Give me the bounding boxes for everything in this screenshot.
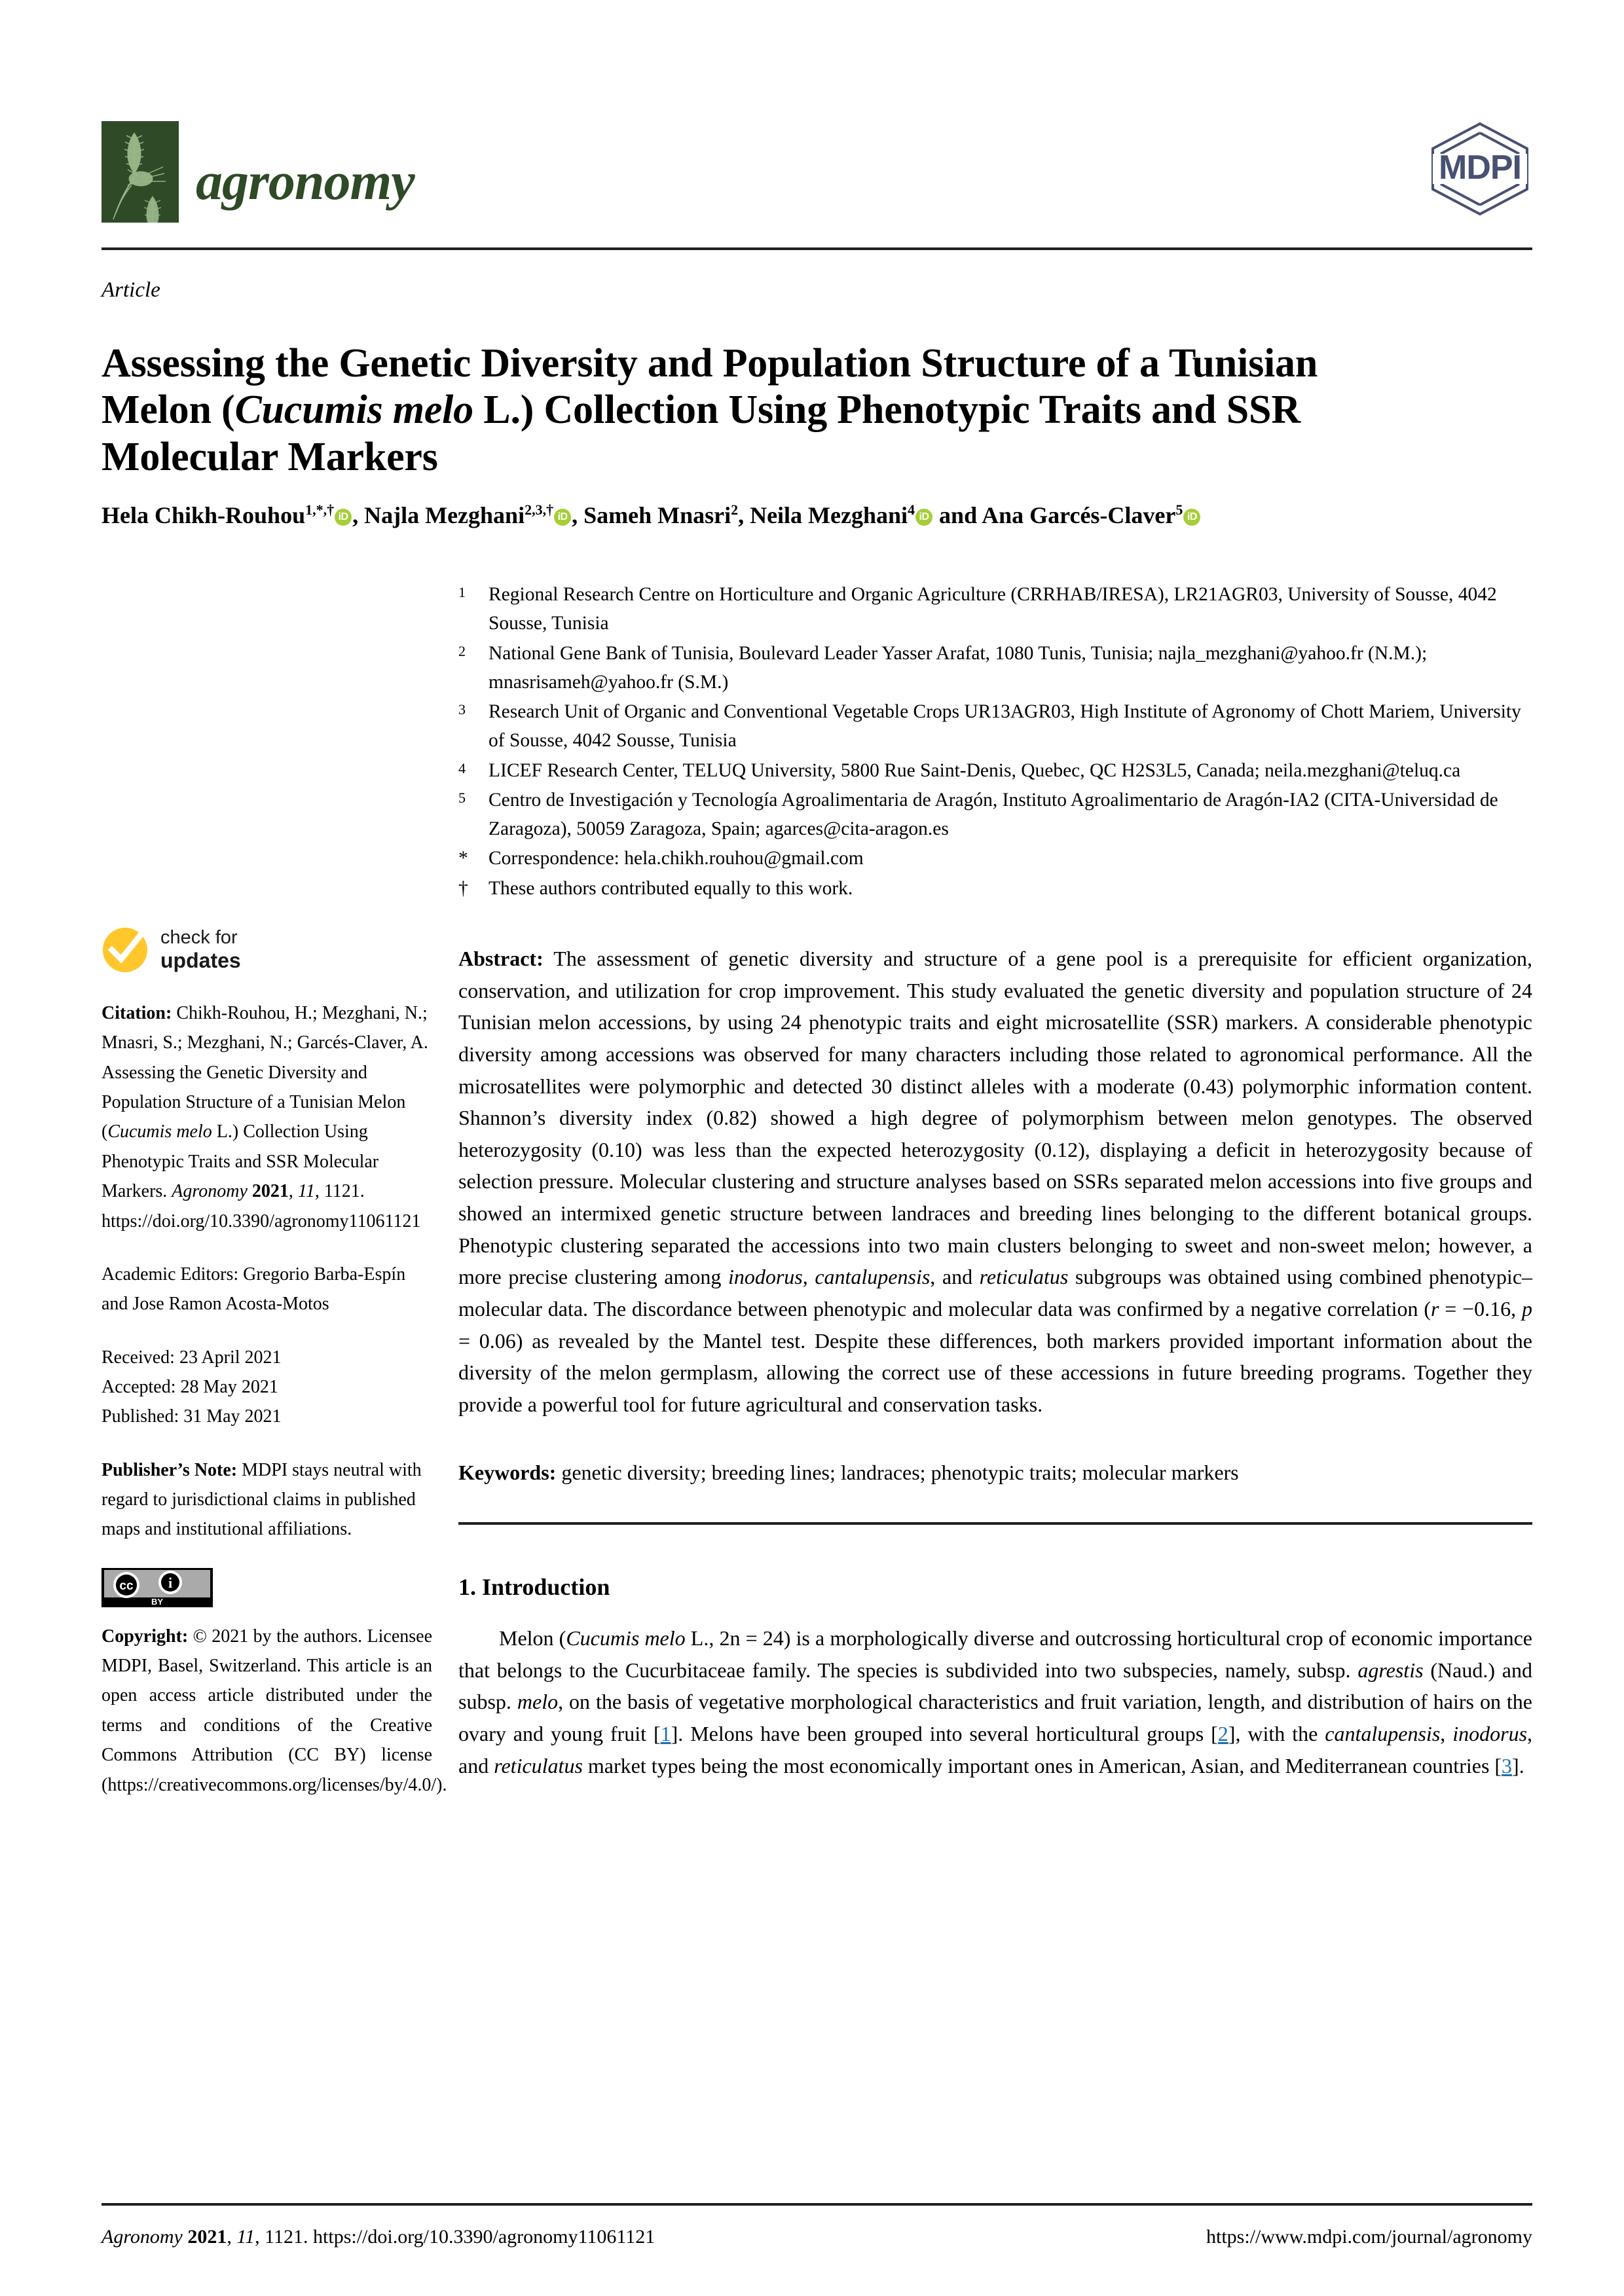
author-affiliation-marker: 5 [1175,501,1183,518]
intro-subsp-melo: melo [517,1690,559,1714]
published-date: Published: 31 May 2021 [101,1406,282,1427]
keywords-text: genetic diversity; breeding lines; landraces; phenotypic traits; molecular markers [556,1461,1239,1485]
author-separator: and [933,502,982,528]
author-name: Hela Chikh-Rouhou [101,502,306,528]
abstract-text-3: , and [930,1265,980,1289]
author-separator: , [572,502,584,528]
check-for-updates-badge[interactable] [101,926,432,974]
journal-logo [101,121,415,223]
title-line-3: Traits and SSR Molecular Markers [101,388,1301,480]
copyright-text: © 2021 by the authors. Licensee MDPI, Basel, Switzerland. This article is an open access article distributed under the terms and conditions of the Creative Commons Attribution (CC BY) license (https://creativecommons.org/licenses/by/4.0/). [101,1626,447,1795]
svg-text:i: i [168,1574,173,1591]
reference-link-1[interactable]: 1 [660,1721,671,1745]
author-entry [982,502,1201,528]
received-date: Received: 23 April 2021 [101,1347,282,1368]
abstract-taxon-cantalupensis: cantalupensis [815,1265,931,1289]
affiliation-text: Regional Research Centre on Horticulture and Organic Agriculture (CRRHAB/IRESA), LR21AGR03, University of Sousse, 4042 Sousse, Tunisia [489,584,1497,634]
article-dates [101,1343,432,1432]
author-name: Najla Mezghani [364,502,525,528]
orcid-icon[interactable]: iD [554,509,571,526]
affiliation-text: Centro de Investigación y Tecnología Agroalimentaria de Aragón, Instituto Agroalimentario de Aragón-IA2 (CITA-Universidad de Zaragoza), 50059 Zaragoza, Spain; agarces@cita-aragon.es [489,789,1498,839]
check-for-updates-line1: check for [160,926,238,948]
abstract-text-2: , [802,1265,815,1289]
intro-group-inodorus: inodorus [1452,1721,1528,1745]
author-affiliation-marker: 4 [908,501,915,518]
affiliation-marker: 3 [458,701,466,718]
cc-by-label: BY [151,1596,164,1607]
intro-text-8: , and [458,1721,1533,1777]
intro-text-9: market types being the most economically important ones in American, Asian, and Mediterranean countries [ [582,1753,1502,1777]
abstract-text-5: = −0.16, [1439,1296,1522,1321]
article-type-label: Article [101,278,160,302]
reference-link-2[interactable]: 2 [1217,1721,1228,1745]
intro-group-reticulatus: reticulatus [494,1753,583,1777]
intro-text-4: , on the basis of vegetative morphological characteristics and fruit variation, length, and distribution of hairs on the ovary and young fruit [ [458,1690,1533,1745]
citation-species: Cucumis melo [107,1121,212,1142]
affiliation-text: Research Unit of Organic and Conventional Vegetable Crops UR13AGR03, High Institute of Agronomy of Chott Mariem, University of Sousse, 4042 Sousse, Tunisia [489,701,1521,752]
footer-journal-name: Agronomy [101,2226,183,2248]
copyright-block [101,1622,447,1800]
citation-doi[interactable]: , 1121. https://doi.org/10.3390/agronomy11061121 [101,1181,421,1231]
author-affiliation-marker: 1,*,† [305,501,335,518]
svg-text:MDPI: MDPI [1439,149,1521,187]
abstract-stat-r: r [1430,1296,1439,1321]
svg-text:cc: cc [119,1578,134,1593]
abstract-text-6: = 0.06) as revealed by the Mantel test. Despite these differences, both markers provided important information about the diversity of the melon germplasm, allowing the correct use of these accessions in future breeding programs. Together they provide a powerful tool for future agricultural and conservation tasks. [458,1328,1532,1416]
author-affiliation-marker: 2,3,† [525,501,554,518]
mdpi-logo-icon [1428,120,1532,218]
author-name: Ana Garcés-Claver [982,502,1176,528]
citation-label: Citation: [101,1003,172,1023]
intro-text-1: Melon ( [499,1626,566,1650]
author-list [101,500,1536,531]
citation-text-part1: Chikh-Rouhou, H.; Mezghani, N.; Mnasri, S.; Mezghani, N.; Garcés-Claver, A. Assessing the Genetic Diversity and Population Structure of a Tunisian Melon ( [101,1003,428,1142]
check-mark-icon [101,926,149,974]
creative-commons-license-icon[interactable] [101,1568,213,1607]
publisher-note [101,1455,432,1544]
intro-text-2: L., 2n = 24) is a morphologically diverse and outcrossing horticultural crop of economic importance that belongs to the Cucurbitaceae family. The species is subdivided into two subspecies, namely, subsp. [458,1626,1533,1682]
author-entry [364,502,583,528]
section-heading-introduction: 1. Introduction [458,1574,610,1601]
intro-text-10: ]. [1512,1753,1524,1777]
page-title [101,340,1431,482]
abstract-block [458,943,1532,1420]
citation-journal: Agronomy [172,1181,248,1202]
title-species-name: Cucumis melo [234,388,473,433]
correspondence-item [458,844,1532,873]
orcid-icon[interactable]: iD [335,509,352,526]
equal-contribution-text: These authors contributed equally to this work. [489,877,853,899]
affiliation-item [458,756,1532,785]
keywords-label: Keywords: [458,1461,557,1485]
citation-comma: , [288,1181,298,1202]
author-name: Neila Mezghani [750,502,908,528]
abstract-divider [458,1522,1532,1525]
intro-text-7: , [1440,1721,1453,1745]
main-column [458,943,1532,1802]
affiliation-text: LICEF Research Center, TELUQ University, 5800 Rue Saint-Denis, Quebec, QC H2S3L5, Canada; neila.mezghani@teluq.ca [489,759,1461,781]
citation-space [248,1181,252,1201]
wheat-logo-icon [101,121,179,223]
author-affiliation-marker: 2 [731,501,739,518]
author-name: Sameh Mnasri [583,502,731,528]
citation-year: 2021 [251,1181,289,1202]
intro-text-6: ], with the [1228,1721,1325,1745]
keywords-block [458,1457,1532,1488]
affiliation-marker: 4 [458,759,466,776]
page-footer [101,2226,1532,2248]
author-entry [750,502,982,528]
journal-title: agronomy [196,151,415,211]
affiliation-item [458,786,1532,844]
footer-citation: Agronomy 2021, 11, 1121. https://doi.org/10.3390/agronomy11061121 [101,2226,655,2248]
affiliation-list [458,580,1532,903]
intro-text-5: ]. Melons have been grouped into several horticultural groups [ [671,1721,1218,1745]
check-for-updates-label [160,927,241,974]
footer-volume: 11 [236,2226,255,2248]
abstract-label: Abstract: [458,947,544,970]
affiliation-text: National Gene Bank of Tunisia, Boulevard Leader Yasser Arafat, 1080 Tunis, Tunisia; najla_mezghani@yahoo.fr (N.M.); mnasrisameh@yahoo.fr (S.M.) [489,642,1428,693]
affiliation-marker: 2 [458,642,466,659]
intro-subsp-agrestis: agrestis [1357,1658,1424,1682]
copyright-label: Copyright: [101,1626,189,1647]
abstract-taxon-inodorus: inodorus [728,1265,803,1289]
equal-contribution-marker: † [458,877,468,899]
abstract-stat-p: p [1522,1296,1533,1321]
author-entry [101,502,364,528]
abstract-text-4: subgroups was obtained using combined phenotypic–molecular data. The discordance between phenotypic and molecular data was confirmed by a negative correlation ( [458,1265,1533,1321]
intro-group-cantalupensis: cantalupensis [1325,1721,1441,1745]
academic-editors: Academic Editors: Gregorio Barba-Espín and Jose Ramon Acosta-Motos [101,1264,406,1315]
introduction-paragraph [458,1622,1532,1781]
citation-volume: 11 [297,1181,315,1202]
affiliation-item [458,580,1532,638]
title-line-1: Assessing the Genetic Diversity and Population Structure of a [101,340,1160,386]
title-line-2-prefix: Tunisian Melon ( [101,340,1318,433]
footer-year: 2021 [187,2226,227,2248]
author-entry [583,502,750,528]
author-separator: , [738,502,750,528]
correspondence-text: Correspondence: hela.chikh.rouhou@gmail.com [489,848,864,869]
accepted-date: Accepted: 28 May 2021 [101,1376,278,1397]
correspondence-marker: * [458,848,468,869]
citation-block [101,998,432,1236]
equal-contribution-item [458,874,1532,903]
sidebar [101,926,447,1823]
orcid-icon[interactable]: iD [915,509,932,526]
affiliation-marker: 1 [458,584,466,600]
journal-masthead [101,121,1532,242]
header-divider [101,247,1532,250]
author-separator: , [352,502,365,528]
intro-species-name: Cucumis melo [566,1626,686,1650]
abstract-taxon-reticulatus: reticulatus [979,1265,1069,1289]
intro-text-3: (Naud.) and subsp. [458,1658,1533,1714]
publisher-note-text: MDPI stays neutral with regard to jurisdictional claims in published maps and institutional affiliations. [101,1459,422,1540]
citation-text-part2: L.) Collection Using Phenotypic Traits and SSR Molecular Markers. [101,1121,379,1202]
reference-link-3[interactable]: 3 [1502,1753,1513,1777]
footer-divider [101,2203,1532,2206]
title-line-2-suffix: L.) Collection Using Phenotypic [473,388,1030,433]
footer-doi[interactable]: , 1121. https://doi.org/10.3390/agronomy11061121 [255,2226,655,2248]
check-for-updates-line2: updates [160,949,241,973]
orcid-icon[interactable]: iD [1183,509,1200,526]
footer-journal-url[interactable]: https://www.mdpi.com/journal/agronomy [1206,2226,1532,2248]
affiliation-item [458,639,1532,697]
abstract-text-1: The assessment of genetic diversity and structure of a gene pool is a prerequisite for efficient organization, conservation, and utilization for crop improvement. This study evaluated the genetic diversity and population structure of 24 Tunisian melon accessions, by using 24 phenotypic traits and eight microsatellite (SSR) markers. A considerable phenotypic diversity among accessions was observed for many characters including those related to agronomical performance. All the microsatellites were polymorphic and detected 30 distinct alleles with a moderate (0.43) polymorphic information content. Shannon’s diversity index (0.82) showed a high degree of polymorphism between melon genotypes. The observed heterozygosity (0.10) was less than the expected heterozygosity (0.12), displaying a deficit in heterozygosity because of selection pressure. Molecular clustering and structure analyses based on SSRs separated melon accessions into five groups and showed an intermixed genetic structure between landraces and breeding lines belonging to the different botanical groups. Phenotypic clustering separated the accessions into two main clusters belonging to sweet and non-sweet melon; however, a more precise clustering among [458,947,1532,1289]
affiliation-item [458,697,1532,756]
publisher-note-label: Publisher’s Note: [101,1459,238,1480]
affiliation-marker: 5 [458,789,466,806]
